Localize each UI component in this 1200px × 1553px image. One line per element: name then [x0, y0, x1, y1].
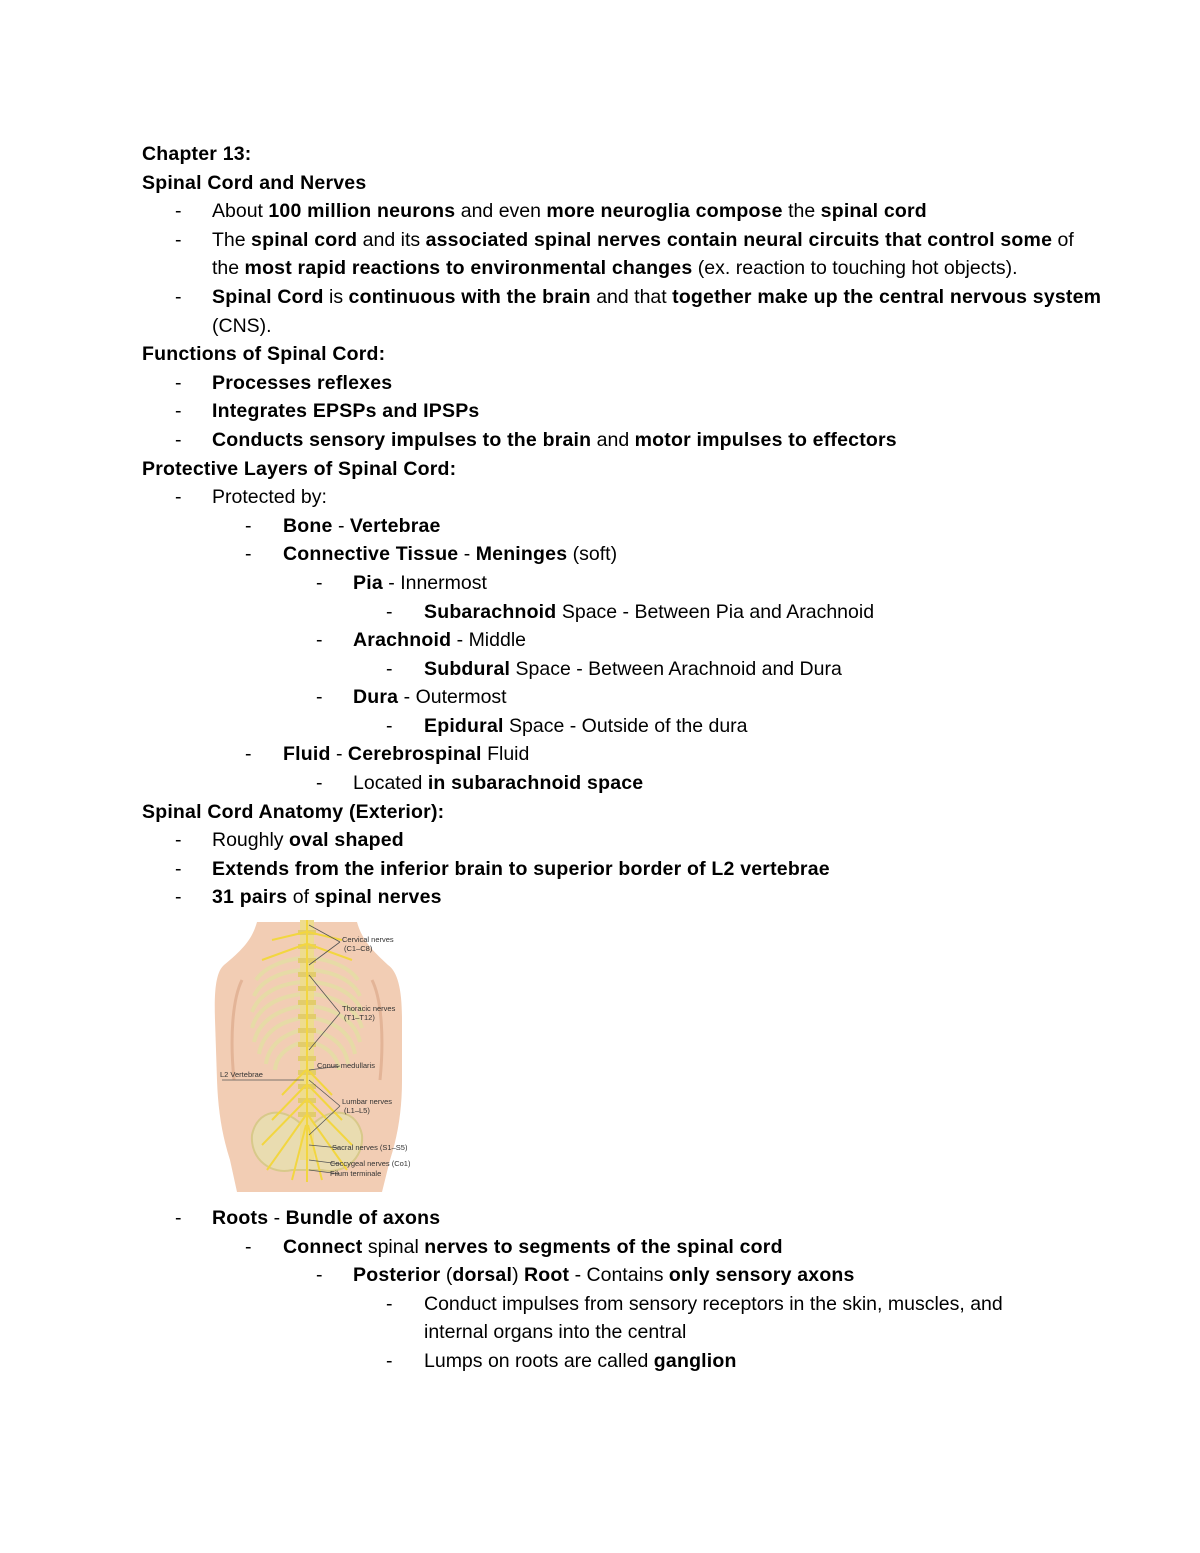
label-lumbar: Lumbar nerves — [342, 1097, 393, 1107]
bullet-dash: - — [316, 571, 323, 594]
list-item: - Subdural Space - Between Arachnoid and Dura — [142, 655, 1102, 684]
bullet-dash: - — [386, 657, 393, 680]
bullet-dash: - — [245, 543, 252, 566]
list-item: - Located in subarachnoid space — [142, 769, 1102, 798]
list-item: - Connective Tissue - Meninges (soft) — [142, 540, 1102, 569]
list-item: - Connect spinal nerves to segments of the spinal cord — [142, 1233, 1102, 1262]
spinal-nerves-illustration — [212, 920, 434, 1192]
document-body — [142, 140, 1102, 1376]
list-item: - Dura - Outermost — [142, 683, 1102, 712]
section-heading-protective-layers: Protective Layers of Spinal Cord: — [142, 457, 457, 480]
bullet-dash: - — [175, 857, 182, 880]
label-lumbar-range: (L1–L5) — [344, 1106, 370, 1116]
list-item: - Extends from the inferior brain to superior border of L2 vertebrae — [142, 855, 1102, 884]
list-item: - Arachnoid - Middle — [142, 626, 1102, 655]
list-item: - Roots - Bundle of axons — [142, 1204, 1102, 1233]
list-item: - Spinal Cord is continuous with the brain and that together make up the central nervous system (CNS). — [142, 283, 1102, 340]
bullet-dash: - — [386, 714, 393, 737]
spinal-nerves-figure — [212, 912, 1102, 1204]
section-heading-spinal-cord-and-nerves: Spinal Cord and Nerves — [142, 171, 367, 194]
bullet-dash: - — [316, 686, 323, 709]
bullet-dash: - — [175, 400, 182, 423]
bullet-dash: - — [316, 1264, 323, 1287]
list-item: - Fluid - Cerebrospinal Fluid — [142, 740, 1102, 769]
label-conus: Conus medullaris — [317, 1061, 375, 1071]
section-heading-anatomy-exterior: Spinal Cord Anatomy (Exterior): — [142, 800, 445, 823]
label-filum: Filum terminale — [330, 1169, 382, 1179]
bullet-dash: - — [386, 1292, 393, 1315]
list-item: - Bone - Vertebrae — [142, 512, 1102, 541]
bullet-dash: - — [316, 772, 323, 795]
list-item: - Protected by: — [142, 483, 1102, 512]
bullet-dash: - — [386, 600, 393, 623]
bullet-dash: - — [175, 228, 182, 251]
label-l2-vertebrae: L2 Vertebrae — [220, 1070, 263, 1080]
list-item: - Integrates EPSPs and IPSPs — [142, 397, 1102, 426]
bullet-dash: - — [175, 428, 182, 451]
bullet-dash: - — [175, 486, 182, 509]
bullet-dash: - — [175, 200, 182, 223]
list-item: - About 100 million neurons and even more neuroglia compose the spinal cord — [142, 197, 1102, 226]
label-cervical: Cervical nerves — [342, 935, 394, 945]
list-item: - Subarachnoid Space - Between Pia and Arachnoid — [142, 598, 1102, 627]
chapter-title: Chapter 13: — [142, 143, 252, 165]
bullet-dash: - — [245, 514, 252, 537]
list-item: - 31 pairs of spinal nerves — [142, 883, 1102, 912]
label-cervical-range: (C1–C8) — [344, 944, 373, 954]
list-item: - Pia - Innermost — [142, 569, 1102, 598]
section-heading-functions: Functions of Spinal Cord: — [142, 343, 386, 366]
bullet-dash: - — [175, 886, 182, 909]
bullet-dash: - — [175, 829, 182, 852]
bullet-dash: - — [245, 1235, 252, 1258]
list-item: - Processes reflexes — [142, 369, 1102, 398]
list-item: - Lumps on roots are called ganglion — [142, 1347, 1102, 1376]
label-thoracic-range: (T1–T12) — [344, 1013, 375, 1023]
bullet-dash: - — [175, 1207, 182, 1230]
bullet-dash: - — [386, 1350, 393, 1372]
list-item: - Conduct impulses from sensory receptors in the skin, muscles, and internal organs into the central — [142, 1290, 1024, 1347]
label-sacral: Sacral nerves (S1–S5) — [332, 1143, 408, 1153]
bullet-dash: - — [175, 285, 182, 308]
label-thoracic: Thoracic nerves — [342, 1004, 396, 1014]
list-item: - Epidural Space - Outside of the dura — [142, 712, 1102, 741]
bullet-dash: - — [316, 629, 323, 652]
list-item: - Roughly oval shaped — [142, 826, 1102, 855]
list-item: - The spinal cord and its associated spinal nerves contain neural circuits that control some of the most rapid reactions to environmental changes (ex. reaction to touching hot objects). — [142, 226, 1102, 283]
bullet-dash: - — [175, 371, 182, 394]
list-item: - Posterior (dorsal) Root - Contains only sensory axons — [142, 1261, 1102, 1290]
list-item: - Conducts sensory impulses to the brain and motor impulses to effectors — [142, 426, 1102, 455]
label-coccygeal: Coccygeal nerves (Co1) — [330, 1159, 411, 1169]
bullet-dash: - — [245, 743, 252, 766]
